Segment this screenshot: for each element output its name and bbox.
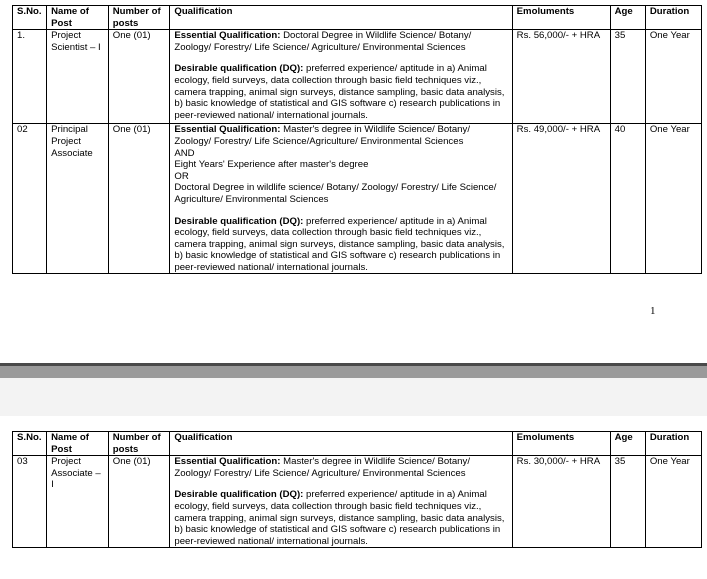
- header-qualification: Qualification: [170, 432, 512, 456]
- essential-qualification: Essential Qualification: Doctoral Degree in Wildlife Science/ Botany/ Zoology/ Forestry/ Life Science/ Agriculture/ Environmental Sciences: [174, 30, 472, 53]
- cell-posts: One (01): [108, 30, 170, 124]
- header-post: Name of Post: [47, 6, 109, 30]
- header-duration: Duration: [645, 432, 701, 456]
- cell-qualification: [170, 456, 512, 548]
- or-label: OR: [174, 170, 189, 182]
- desirable-qualification: Desirable qualification (DQ): preferred experience/ aptitude in a) Animal ecology, field surveys, data collection through basic field techniques viz., camera trapping, animal sign surveys, distance sampling, basic data analysis, b) basic knowledge of statistical and GIS software c) research publications in peer-reviewed national/ international journals.: [174, 63, 505, 121]
- header-posts: Number of posts: [108, 6, 170, 30]
- cell-posts: One (01): [108, 456, 170, 548]
- header-age: Age: [610, 432, 645, 456]
- page-break-separator: [0, 363, 707, 416]
- table-header-row: [13, 432, 702, 456]
- table-header-row: [13, 6, 702, 30]
- header-emoluments: Emoluments: [512, 6, 610, 30]
- header-emoluments: Emoluments: [512, 432, 610, 456]
- and-label: AND: [174, 147, 195, 159]
- cell-age: 35: [610, 30, 645, 124]
- cell-qualification: [170, 124, 512, 274]
- header-post: Name of Post: [47, 432, 109, 456]
- table-row: [13, 30, 702, 124]
- essential-qualification: Essential Qualification: Master's degree in Wildlife Science/ Botany/ Zoology/ Forestry/ Life Science/ Agriculture/ Environmental Sciences: [174, 456, 470, 479]
- cell-duration: One Year: [645, 124, 701, 274]
- experience-requirement: Eight Years' Experience after master's degree: [174, 159, 369, 171]
- cell-age: 35: [610, 456, 645, 548]
- header-qualification: Qualification: [170, 6, 512, 30]
- cell-age: 40: [610, 124, 645, 274]
- cell-sno: 02: [13, 124, 47, 274]
- positions-table-page-2: [12, 431, 702, 548]
- cell-posts: One (01): [108, 124, 170, 274]
- cell-emoluments: Rs. 30,000/- + HRA: [512, 456, 610, 548]
- header-sno: S.No.: [13, 432, 47, 456]
- header-sno: S.No.: [13, 6, 47, 30]
- desirable-qualification: Desirable qualification (DQ): preferred experience/ aptitude in a) Animal ecology, field surveys, data collection through basic field techniques viz., camera trapping, animal sign surveys, distance sampling, basic data analysis, b) basic knowledge of statistical and GIS software c) research publications in peer-reviewed national/ international journals.: [174, 215, 505, 273]
- header-age: Age: [610, 6, 645, 30]
- table-row: [13, 456, 702, 548]
- cell-duration: One Year: [645, 30, 701, 124]
- cell-post: Project Scientist – I: [47, 30, 109, 124]
- cell-emoluments: Rs. 49,000/- + HRA: [512, 124, 610, 274]
- header-duration: Duration: [645, 6, 701, 30]
- cell-sno: 1.: [13, 30, 47, 124]
- page-number: 1: [650, 305, 656, 317]
- cell-emoluments: Rs. 56,000/- + HRA: [512, 30, 610, 124]
- cell-post: Project Associate – I: [47, 456, 109, 548]
- table-row: [13, 124, 702, 274]
- positions-table-page-1: [12, 5, 702, 274]
- desirable-qualification: Desirable qualification (DQ): preferred experience/ aptitude in a) Animal ecology, field surveys, data collection through basic field techniques viz., camera trapping, animal sign surveys, distance sampling, basic data analysis, b) basic knowledge of statistical and GIS software c) research publications in peer-reviewed national/ international journals.: [174, 489, 505, 547]
- cell-post: Principal Project Associate: [47, 124, 109, 274]
- header-posts: Number of posts: [108, 432, 170, 456]
- cell-duration: One Year: [645, 456, 701, 548]
- essential-qualification: Essential Qualification: Master's degree in Wildlife Science/ Botany/ Zoology/ Forestry/ Life Science/Agriculture/ Environmental Sciences: [174, 124, 470, 147]
- cell-qualification: [170, 30, 512, 124]
- cell-sno: 03: [13, 456, 47, 548]
- alternative-qualification: Doctoral Degree in wildlife science/ Botany/ Zoology/ Forestry/ Life Science/ Agriculture/ Environmental Sciences: [174, 182, 497, 205]
